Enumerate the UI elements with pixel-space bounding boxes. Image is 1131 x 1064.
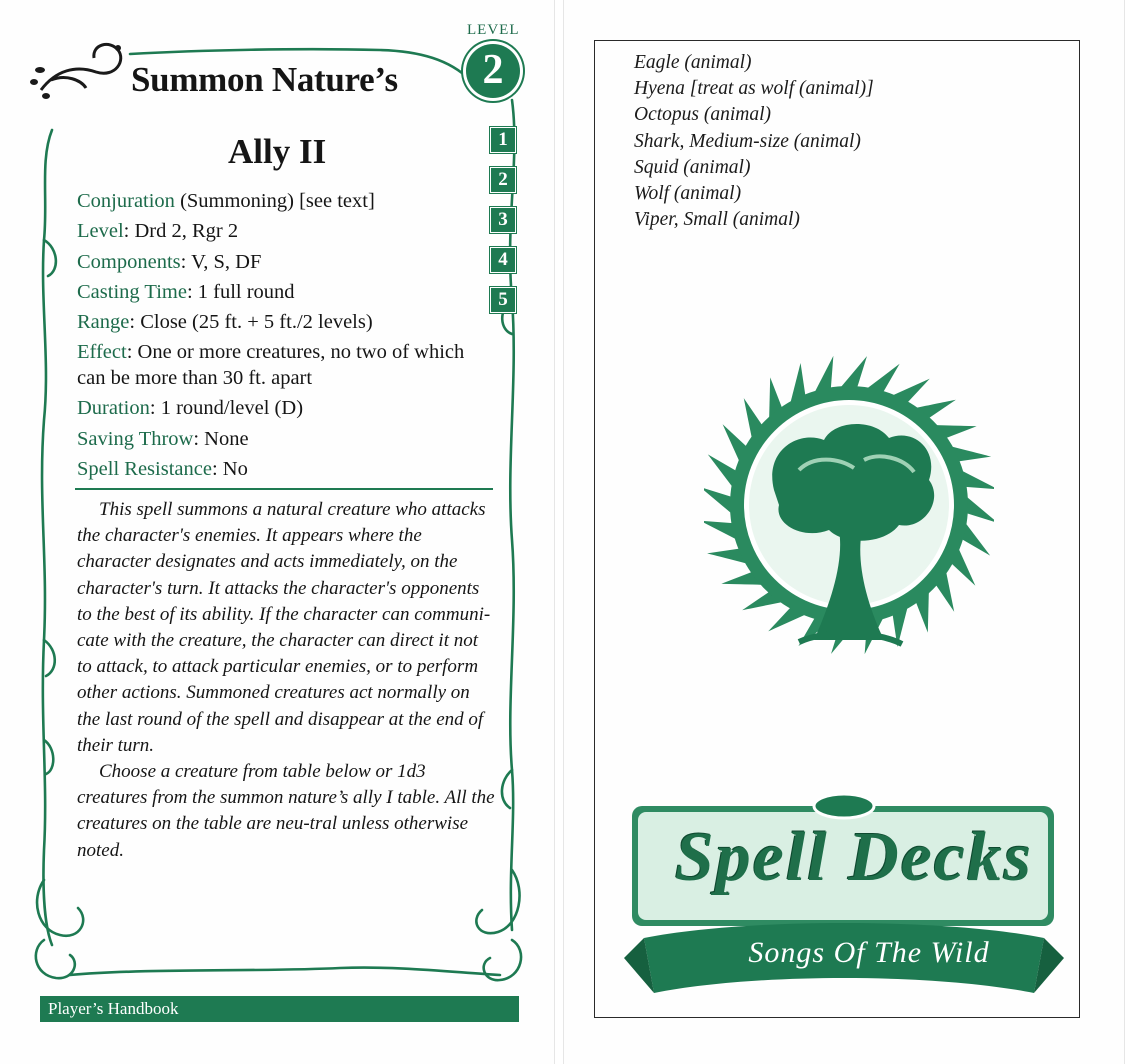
sun-ray <box>704 521 736 540</box>
stat-level <box>77 216 497 246</box>
sun-ray <box>967 497 994 523</box>
stat-key: Conjuration <box>77 190 175 212</box>
level-marker-5: 5 <box>491 288 515 312</box>
description-paragraph: Choose a creature from table below or 1d3 creatures from the summon nature’s ally I table. All the creatures on the table are neu-tral unless otherwise noted. <box>77 761 495 861</box>
stat-key: Saving Throw <box>77 427 194 450</box>
list-item: Eagle (animal) <box>634 52 752 73</box>
stat-key: Spell Resistance <box>77 458 212 481</box>
level-marker-3: 3 <box>491 208 515 232</box>
serpent-ornament-icon <box>26 30 136 110</box>
list-item: Hyena [treat as wolf (animal)] <box>634 78 874 100</box>
stat-key: Effect <box>77 341 127 364</box>
spell-description <box>77 497 497 864</box>
stat-key: Duration <box>77 397 150 420</box>
list-item: Wolf (animal) <box>634 183 742 205</box>
stat-saving-throw <box>77 424 497 454</box>
stat-spell-resistance <box>77 454 497 484</box>
level-label: LEVEL <box>467 22 520 38</box>
stat-casting-time <box>77 277 497 307</box>
description-paragraph: This spell summons a natural creature who attacks the character's enemies. It appears where the character designates and acts immediately, on the character's turn. It attacks the character's opponents to the best of its ability. If the character can communi-cate with the creature, the character can direct it not to attack, to attack particular enemies, or to perform other actions. Summoned creatures act normally on the last round of the spell and disappear at the end of their turn. <box>77 499 491 756</box>
sun-ray <box>704 487 731 513</box>
sun-ray <box>841 356 867 387</box>
stat-value: : One or more creatures, no two of which can be more than 30 ft. apart <box>77 341 465 390</box>
sun-ray <box>962 523 990 555</box>
level-badge: 2 <box>466 44 520 98</box>
stat-value: : No <box>211 458 248 481</box>
stat-components <box>77 247 497 277</box>
sun-ray <box>962 471 994 490</box>
list-item: Shark, Medium-size (animal) <box>634 130 861 152</box>
level-marker-1: 1 <box>491 128 515 152</box>
logo-text-layer <box>624 788 1064 1018</box>
stat-value: : None <box>193 427 249 450</box>
stat-key: Range <box>77 311 130 334</box>
spell-card-front <box>0 0 554 1064</box>
level-marker-2: 2 <box>491 168 515 192</box>
source-book-label: Player’s Handbook <box>48 999 179 1018</box>
stat-duration <box>77 393 497 423</box>
stat-range <box>77 307 497 337</box>
list-item: Viper, Small (animal) <box>634 209 800 231</box>
sun-ray <box>815 356 834 392</box>
spell-stats <box>77 186 497 484</box>
creature-list <box>634 50 1054 233</box>
level-marker-4: 4 <box>491 248 515 272</box>
stat-value: : Drd 2, Rgr 2 <box>123 220 239 243</box>
logo-subtitle: Songs Of The Wild <box>748 936 990 969</box>
list-item: Squid (animal) <box>634 156 751 178</box>
stat-value: : 1 full round <box>186 280 295 303</box>
stat-school <box>77 186 497 216</box>
sun-ray <box>708 454 736 486</box>
spell-title-line2: Ally II <box>228 132 327 171</box>
stat-key: Components <box>77 250 181 273</box>
stat-effect <box>77 337 497 393</box>
stat-value: : V, S, DF <box>180 250 262 273</box>
stat-value: : Close (25 ft. + 5 ft./2 levels) <box>129 311 373 334</box>
stat-value: : 1 round/level (D) <box>149 397 304 420</box>
stat-key: Casting Time <box>77 280 187 303</box>
spell-title-line1: Summon Nature’s <box>131 60 398 99</box>
list-item: Octopus (animal) <box>634 104 772 126</box>
source-footer <box>40 996 519 1022</box>
spell-card-back <box>564 0 1124 1064</box>
logo-title: Spell Decks <box>674 819 1034 896</box>
stat-value: (Summoning) [see text] <box>174 190 375 212</box>
divider-rule <box>75 488 493 490</box>
tree-sun-emblem-icon <box>704 340 994 680</box>
stat-key: Level <box>77 220 124 243</box>
sun-ray <box>867 364 899 392</box>
